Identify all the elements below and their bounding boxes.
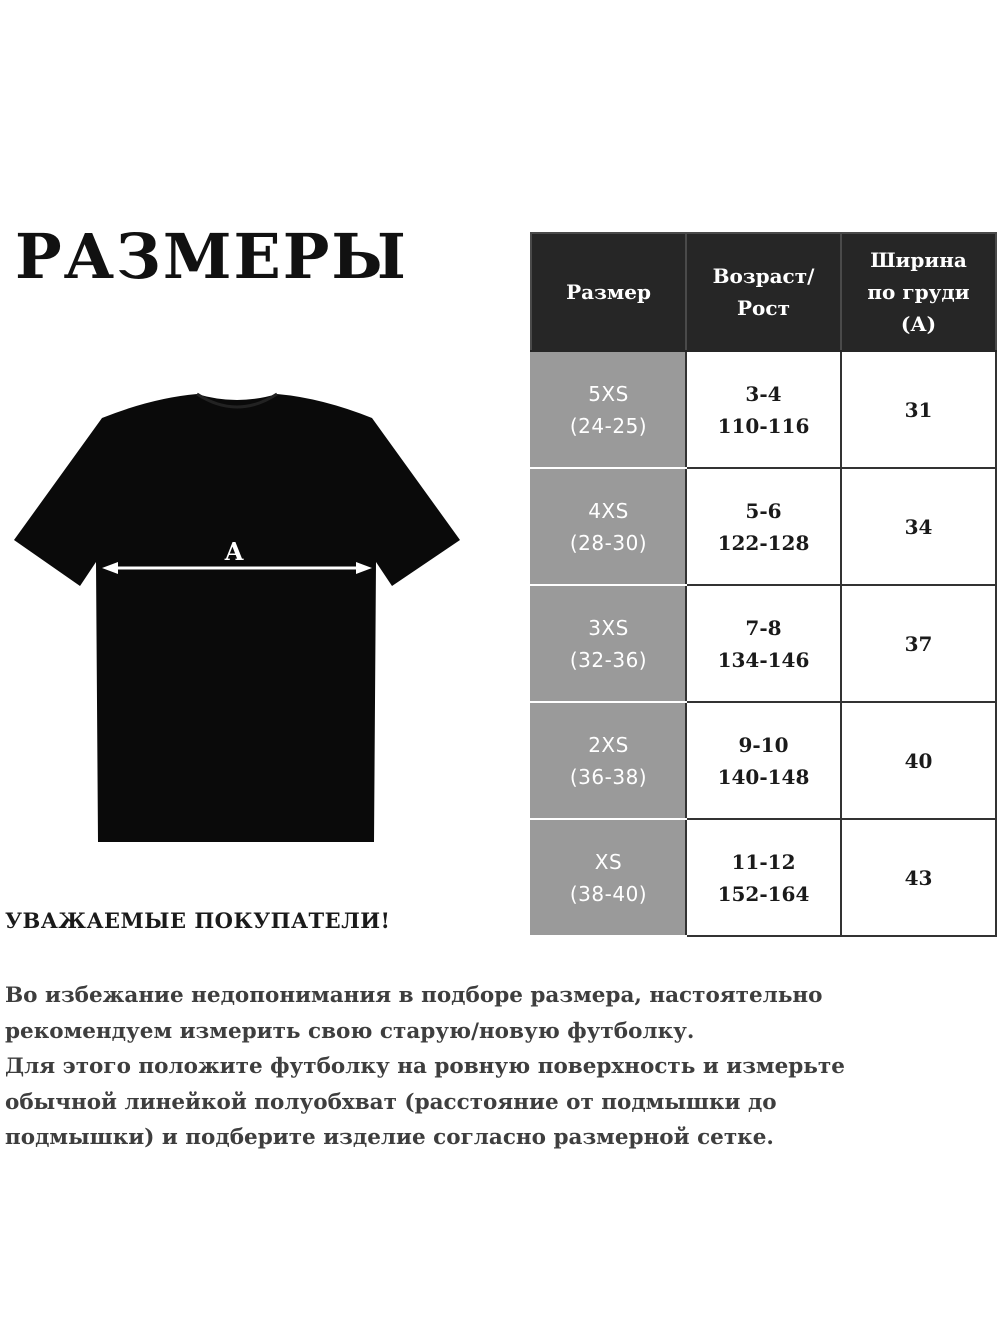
size-cell: 2XS (36-38) (531, 702, 686, 819)
table-row (531, 819, 996, 936)
notice-heading: УВАЖАЕМЫЕ ПОКУПАТЕЛИ! (5, 908, 391, 933)
chest-cell: 37 (841, 585, 996, 702)
chest-cell: 43 (841, 819, 996, 936)
table-row (531, 468, 996, 585)
header-chest-width: Ширина по груди (А) (841, 233, 996, 351)
table-row (531, 351, 996, 468)
table-header-row (531, 233, 996, 351)
tshirt-diagram (12, 390, 462, 845)
table-row (531, 585, 996, 702)
age-height-cell: 9-10 140-148 (686, 702, 841, 819)
size-chart-table (530, 232, 997, 937)
size-cell: XS (38-40) (531, 819, 686, 936)
page-title: РАЗМЕРЫ (15, 220, 408, 293)
age-height-cell: 3-4 110-116 (686, 351, 841, 468)
header-age-height: Возраст/ Рост (686, 233, 841, 351)
notice-line: обычной линейкой полуобхват (расстояние от подмышки до (5, 1089, 777, 1115)
age-height-cell: 11-12 152-164 (686, 819, 841, 936)
chest-cell: 31 (841, 351, 996, 468)
table-row (531, 702, 996, 819)
age-height-cell: 5-6 122-128 (686, 468, 841, 585)
tshirt-icon (14, 394, 460, 842)
notice-text (5, 978, 995, 1156)
notice-line: рекомендуем измерить свою старую/новую футболку. (5, 1018, 695, 1044)
header-size: Размер (531, 233, 686, 351)
notice-line: подмышки) и подберите изделие согласно размерной сетке. (5, 1125, 774, 1150)
size-cell: 4XS (28-30) (531, 468, 686, 585)
size-cell: 3XS (32-36) (531, 585, 686, 702)
size-cell: 5XS (24-25) (531, 351, 686, 468)
chest-cell: 34 (841, 468, 996, 585)
chest-cell: 40 (841, 702, 996, 819)
age-height-cell: 7-8 134-146 (686, 585, 841, 702)
measure-label-a: A (224, 537, 244, 566)
notice-line: Во избежание недопонимания в подборе размера, настоятельно (5, 983, 823, 1008)
notice-line: Для этого положите футболку на ровную поверхность и измерьте (5, 1054, 845, 1079)
